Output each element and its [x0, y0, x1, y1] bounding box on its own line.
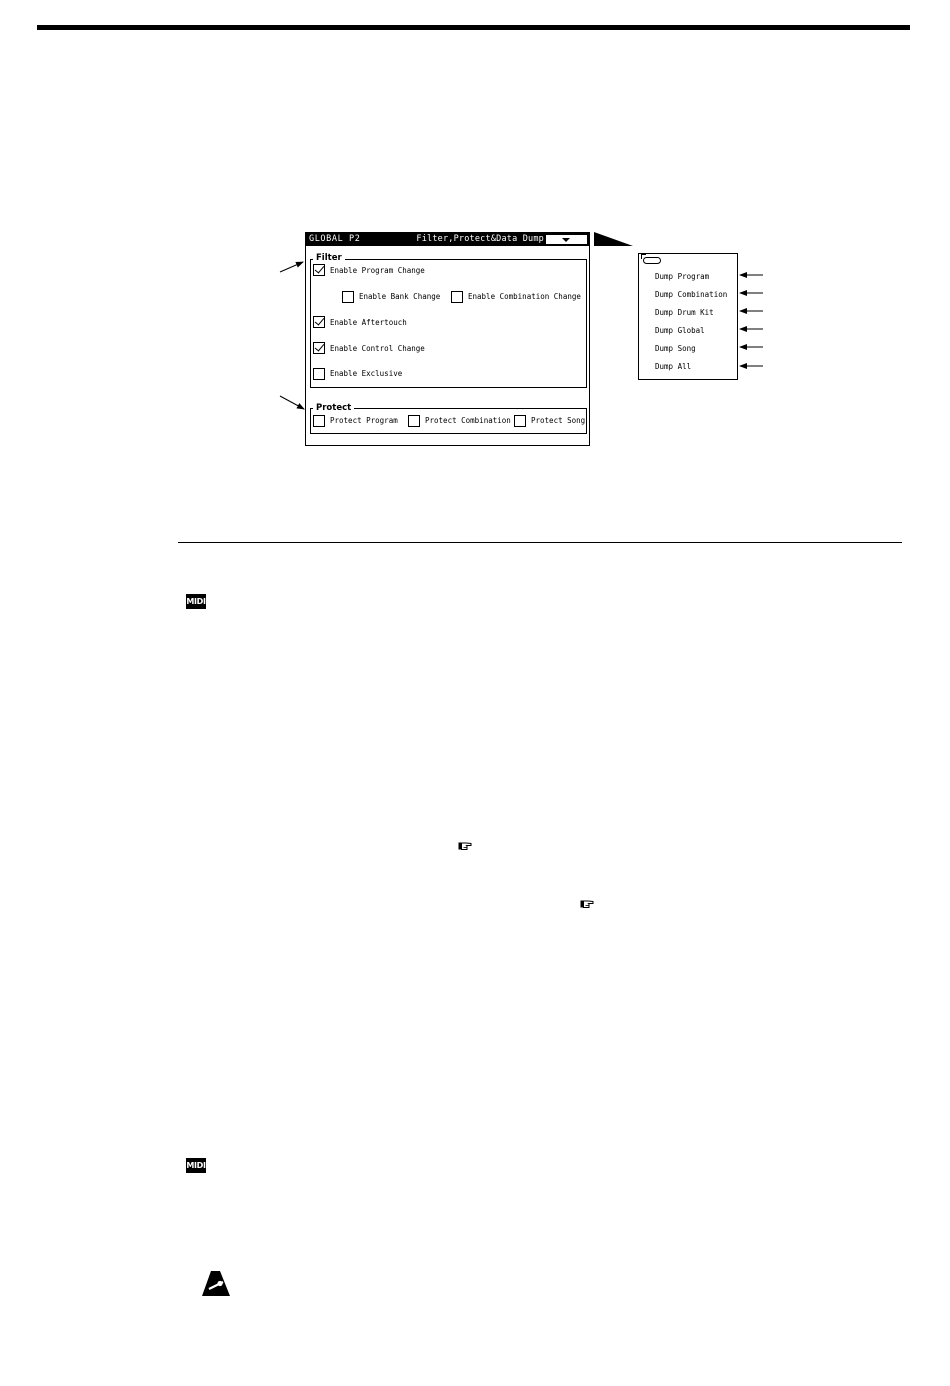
menu-item-dump-song[interactable]: Dump Song — [655, 344, 696, 353]
checkbox-protect-song[interactable] — [514, 415, 526, 427]
label-enable-bank-change: Enable Bank Change — [359, 292, 441, 301]
popup-pointer — [594, 232, 633, 246]
checkbox-enable-combination-change[interactable] — [451, 291, 463, 303]
check-mark-icon — [315, 341, 325, 351]
label-enable-exclusive: Enable Exclusive — [330, 369, 403, 378]
label-enable-control-change: Enable Control Change — [330, 344, 425, 353]
check-mark-icon — [315, 315, 325, 325]
dump-popup-menu — [638, 253, 738, 380]
arrow-filter — [280, 262, 303, 272]
checkbox-enable-program-change[interactable] — [313, 264, 325, 276]
arrow-protect — [280, 396, 304, 409]
check-mark-icon — [315, 263, 325, 273]
label-protect-combination: Protect Combination — [425, 416, 511, 425]
menu-item-dump-drum-kit[interactable]: Dump Drum Kit — [655, 308, 714, 317]
undo-icon[interactable] — [643, 257, 661, 264]
menu-item-dump-combination[interactable]: Dump Combination — [655, 290, 728, 299]
midi-badge: MIDI — [186, 594, 206, 609]
checkbox-enable-aftertouch[interactable] — [313, 316, 325, 328]
checkbox-enable-exclusive[interactable] — [313, 368, 325, 380]
title-bar — [306, 233, 589, 246]
triangle-down-icon — [562, 238, 570, 242]
checkbox-enable-control-change[interactable] — [313, 342, 325, 354]
filter-group-label: Filter — [313, 253, 345, 263]
checkbox-enable-bank-change[interactable] — [342, 291, 354, 303]
checkbox-protect-combination[interactable] — [408, 415, 420, 427]
lcd-screen — [305, 232, 590, 446]
section-rule — [178, 542, 902, 543]
protect-group-label: Protect — [313, 403, 354, 413]
page-title: GLOBAL P2 — [309, 234, 361, 244]
menu-item-dump-all[interactable]: Dump All — [655, 362, 692, 371]
label-enable-aftertouch: Enable Aftertouch — [330, 318, 407, 327]
menu-item-dump-global[interactable]: Dump Global — [655, 326, 705, 335]
menu-item-dump-program[interactable]: Dump Program — [655, 272, 710, 281]
page-subtitle: Filter,Protect&Data Dump — [416, 234, 544, 244]
label-protect-program: Protect Program — [330, 416, 398, 425]
pointing-hand-icon — [580, 898, 594, 910]
page-menu-button[interactable] — [545, 234, 588, 245]
label-enable-program-change: Enable Program Change — [330, 266, 425, 275]
pointing-hand-icon — [458, 840, 472, 852]
label-enable-combination-change: Enable Combination Change — [468, 292, 581, 301]
midi-badge: MIDI — [186, 1158, 206, 1173]
checkbox-protect-program[interactable] — [313, 415, 325, 427]
label-protect-song: Protect Song — [531, 416, 586, 425]
warning-icon — [200, 1269, 232, 1297]
